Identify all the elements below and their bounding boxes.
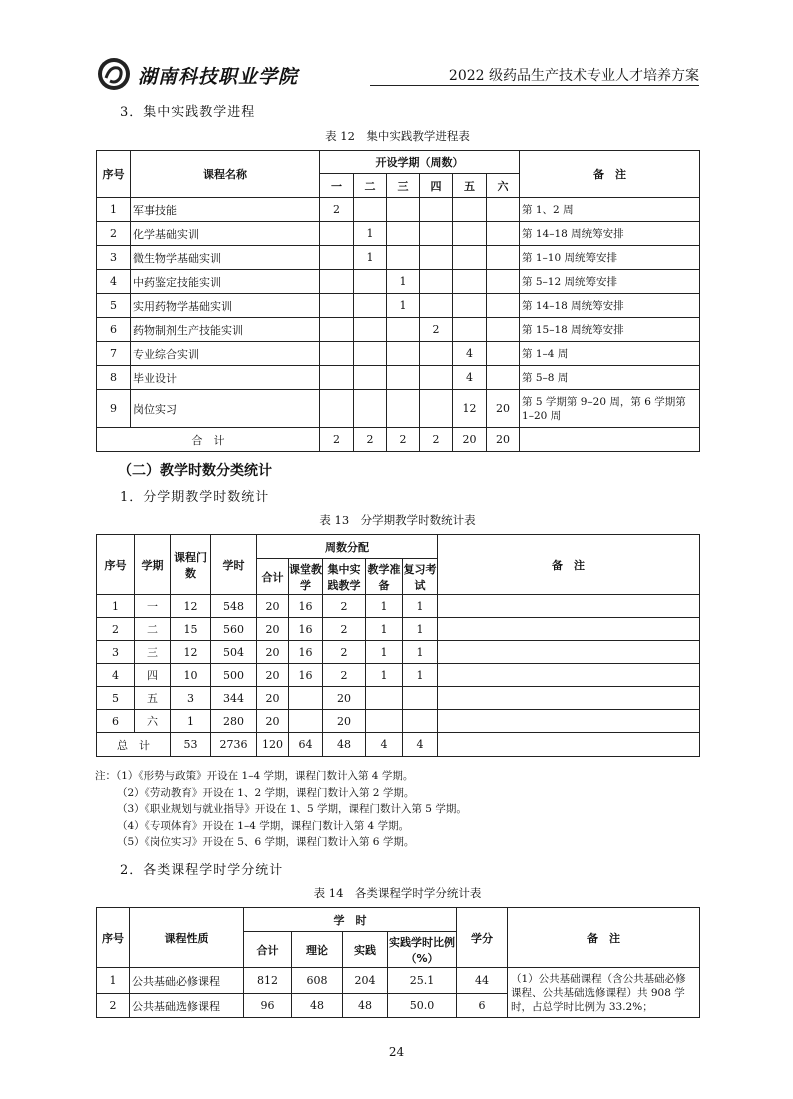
cell-practice: 20 bbox=[323, 710, 366, 733]
cell-total: 96 bbox=[244, 994, 292, 1018]
note-item: （4）《专项体育》开设在 1–4 学期，课程门数计入第 4 学期。 bbox=[117, 819, 410, 832]
cell-no: 5 bbox=[97, 294, 131, 318]
cell-note: 第 5 学期第 9–20 周，第 6 学期第 1–20 周 bbox=[520, 390, 700, 428]
semester-header: 五 bbox=[453, 174, 487, 198]
cell-hours: 504 bbox=[211, 641, 257, 664]
col-header-note: 备 注 bbox=[438, 535, 700, 595]
cell-note: 第 5–12 周统筹安排 bbox=[520, 270, 700, 294]
cell-review: 1 bbox=[403, 664, 438, 687]
cell-no: 3 bbox=[97, 641, 135, 664]
cell-weeks bbox=[387, 198, 420, 222]
cell-total: 20 bbox=[257, 664, 289, 687]
cell-note: 第 1–4 周 bbox=[520, 342, 700, 366]
cell-note: （1）公共基础课程（含公共基础必修课程、公共基础选修课程）共 908 学时，占总学时比例为 33.2%； bbox=[508, 968, 700, 1018]
total-cell: 20 bbox=[487, 428, 520, 452]
col-header-type: 课程性质 bbox=[130, 908, 244, 968]
cell-weeks bbox=[320, 246, 354, 270]
total-cell: 2 bbox=[420, 428, 453, 452]
cell-weeks: 4 bbox=[453, 342, 487, 366]
cell-weeks bbox=[387, 342, 420, 366]
cell-courses: 12 bbox=[171, 641, 211, 664]
cell-course-name: 岗位实习 bbox=[131, 390, 320, 428]
cell-review: 1 bbox=[403, 618, 438, 641]
cell-no: 1 bbox=[97, 198, 131, 222]
cell-note: 第 1、2 周 bbox=[520, 198, 700, 222]
cell-review bbox=[403, 710, 438, 733]
cell-weeks bbox=[354, 342, 387, 366]
col-header-total: 合计 bbox=[257, 559, 289, 595]
table-row bbox=[97, 318, 700, 342]
cell-no: 2 bbox=[97, 618, 135, 641]
cell-note bbox=[438, 687, 700, 710]
cell-course-name: 军事技能 bbox=[131, 198, 320, 222]
note-item: （5）《岗位实习》开设在 5、6 学期，课程门数计入第 6 学期。 bbox=[117, 836, 415, 848]
cell-weeks: 1 bbox=[387, 270, 420, 294]
cell-note: 第 14–18 周统筹安排 bbox=[520, 222, 700, 246]
cell-weeks bbox=[453, 246, 487, 270]
cell-prep bbox=[366, 687, 403, 710]
cell-note bbox=[438, 664, 700, 687]
cell-note: 第 5–8 周 bbox=[520, 366, 700, 390]
cell-no: 1 bbox=[97, 968, 130, 994]
cell-weeks bbox=[320, 342, 354, 366]
cell-weeks: 2 bbox=[320, 198, 354, 222]
cell-course-name: 专业综合实训 bbox=[131, 342, 320, 366]
semester-header: 六 bbox=[487, 174, 520, 198]
table-row bbox=[97, 270, 700, 294]
notes-lead: 注： bbox=[95, 770, 116, 782]
cell-total: 20 bbox=[257, 687, 289, 710]
col-header-hours: 学 时 bbox=[244, 908, 457, 932]
cell-no: 2 bbox=[97, 994, 130, 1018]
cell-class: 16 bbox=[289, 595, 323, 618]
cell-course-name: 毕业设计 bbox=[131, 366, 320, 390]
cell-hours: 500 bbox=[211, 664, 257, 687]
cell-weeks bbox=[387, 390, 420, 428]
total-cell: 64 bbox=[289, 733, 323, 757]
table-row bbox=[97, 618, 700, 641]
cell-weeks bbox=[387, 366, 420, 390]
cell-weeks: 1 bbox=[387, 294, 420, 318]
cell-weeks bbox=[487, 246, 520, 270]
cell-weeks bbox=[487, 294, 520, 318]
total-cell: 120 bbox=[257, 733, 289, 757]
table-caption: 表 14 各类课程学时学分统计表 bbox=[313, 886, 482, 900]
cell-weeks bbox=[487, 198, 520, 222]
cell-weeks bbox=[354, 270, 387, 294]
cell-weeks bbox=[420, 366, 453, 390]
cell-courses: 12 bbox=[171, 595, 211, 618]
cell-type: 公共基础必修课程 bbox=[130, 968, 244, 994]
cell-courses: 3 bbox=[171, 687, 211, 710]
col-header-semesters: 开设学期（周数） bbox=[320, 151, 520, 174]
cell-total: 20 bbox=[257, 710, 289, 733]
cell-theory: 608 bbox=[292, 968, 343, 994]
cell-no: 4 bbox=[97, 664, 135, 687]
cell-no: 4 bbox=[97, 270, 131, 294]
col-header-total: 合计 bbox=[244, 932, 292, 968]
page-header bbox=[96, 56, 699, 88]
cell-ratio: 25.1 bbox=[388, 968, 457, 994]
cell-practice: 48 bbox=[343, 994, 388, 1018]
col-header-name: 课程名称 bbox=[131, 151, 320, 198]
col-header-class: 课堂教学 bbox=[289, 559, 323, 595]
cell-no: 9 bbox=[97, 390, 131, 428]
cell-no: 5 bbox=[97, 687, 135, 710]
cell-weeks bbox=[387, 318, 420, 342]
semester-header: 一 bbox=[320, 174, 354, 198]
cell-weeks bbox=[387, 246, 420, 270]
cell-prep: 1 bbox=[366, 664, 403, 687]
note-item: （2）《劳动教育》开设在 1、2 学期，课程门数计入第 2 学期。 bbox=[117, 786, 415, 799]
cell-type: 公共基础选修课程 bbox=[130, 994, 244, 1018]
cell-weeks bbox=[487, 366, 520, 390]
cell-no: 1 bbox=[97, 595, 135, 618]
cell-weeks bbox=[453, 198, 487, 222]
col-header-no: 序号 bbox=[97, 908, 130, 968]
cell-weeks bbox=[420, 198, 453, 222]
section-heading: 3．集中实践教学进程 bbox=[120, 105, 256, 120]
cell-practice: 204 bbox=[343, 968, 388, 994]
cell-course-name: 中药鉴定技能实训 bbox=[131, 270, 320, 294]
cell-hours: 548 bbox=[211, 595, 257, 618]
cell-class bbox=[289, 687, 323, 710]
cell-weeks bbox=[354, 294, 387, 318]
school-name: 湖南科技职业学院 bbox=[138, 66, 299, 88]
cell-note bbox=[438, 618, 700, 641]
cell-weeks bbox=[487, 270, 520, 294]
table-row bbox=[97, 222, 700, 246]
cell-total: 812 bbox=[244, 968, 292, 994]
cell-term: 一 bbox=[135, 595, 171, 618]
cell-weeks: 1 bbox=[354, 222, 387, 246]
col-header-term: 学期 bbox=[135, 535, 171, 595]
col-header-courses: 课程门数 bbox=[171, 535, 211, 595]
cell-prep bbox=[366, 710, 403, 733]
cell-weeks bbox=[320, 294, 354, 318]
cell-practice: 2 bbox=[323, 664, 366, 687]
cell-weeks bbox=[354, 198, 387, 222]
col-header-no: 序号 bbox=[97, 151, 131, 198]
total-cell: 2 bbox=[354, 428, 387, 452]
cell-course-name: 实用药物学基础实训 bbox=[131, 294, 320, 318]
cell-weeks bbox=[420, 342, 453, 366]
cell-weeks bbox=[320, 390, 354, 428]
cell-practice: 20 bbox=[323, 687, 366, 710]
col-header-prep: 教学准备 bbox=[366, 559, 403, 595]
total-note bbox=[438, 733, 700, 757]
col-header-theory: 理论 bbox=[292, 932, 343, 968]
school-seal-icon bbox=[96, 56, 132, 92]
cell-class bbox=[289, 710, 323, 733]
total-note bbox=[520, 428, 700, 452]
cell-practice: 2 bbox=[323, 641, 366, 664]
cell-weeks bbox=[420, 270, 453, 294]
course-hours-credits-table bbox=[96, 907, 700, 1018]
page-number: 24 bbox=[388, 1045, 405, 1059]
total-cell: 20 bbox=[453, 428, 487, 452]
cell-hours: 560 bbox=[211, 618, 257, 641]
col-header-hours: 学时 bbox=[211, 535, 257, 595]
cell-weeks bbox=[320, 318, 354, 342]
col-header-practice: 集中实践教学 bbox=[323, 559, 366, 595]
cell-weeks bbox=[320, 270, 354, 294]
cell-prep: 1 bbox=[366, 641, 403, 664]
total-cell: 2736 bbox=[211, 733, 257, 757]
cell-course-name: 药物制剂生产技能实训 bbox=[131, 318, 320, 342]
col-header-weeks: 周数分配 bbox=[257, 535, 438, 559]
cell-review: 1 bbox=[403, 641, 438, 664]
col-header-credit: 学分 bbox=[457, 908, 508, 968]
cell-note bbox=[438, 710, 700, 733]
table-caption: 表 12 集中实践教学进程表 bbox=[325, 129, 470, 143]
table-row bbox=[97, 968, 700, 994]
cell-credit: 6 bbox=[457, 994, 508, 1018]
col-header-practice: 实践 bbox=[343, 932, 388, 968]
cell-note bbox=[438, 595, 700, 618]
table-row bbox=[97, 641, 700, 664]
table-total-row bbox=[97, 733, 700, 757]
cell-weeks bbox=[420, 390, 453, 428]
cell-weeks: 4 bbox=[453, 366, 487, 390]
cell-no: 3 bbox=[97, 246, 131, 270]
cell-class: 16 bbox=[289, 664, 323, 687]
practice-schedule-table bbox=[96, 150, 700, 452]
total-cell: 4 bbox=[403, 733, 438, 757]
cell-no: 7 bbox=[97, 342, 131, 366]
cell-weeks bbox=[387, 222, 420, 246]
table-row bbox=[97, 246, 700, 270]
table-row bbox=[97, 366, 700, 390]
col-header-note: 备 注 bbox=[508, 908, 700, 968]
cell-courses: 10 bbox=[171, 664, 211, 687]
cell-practice: 2 bbox=[323, 618, 366, 641]
total-cell: 53 bbox=[171, 733, 211, 757]
table-caption: 表 13 分学期教学时数统计表 bbox=[319, 513, 476, 527]
cell-weeks: 1 bbox=[354, 246, 387, 270]
cell-review bbox=[403, 687, 438, 710]
cell-weeks: 12 bbox=[453, 390, 487, 428]
total-cell: 2 bbox=[320, 428, 354, 452]
cell-weeks bbox=[487, 342, 520, 366]
table-row bbox=[97, 198, 700, 222]
cell-weeks bbox=[420, 222, 453, 246]
cell-review: 1 bbox=[403, 595, 438, 618]
cell-term: 三 bbox=[135, 641, 171, 664]
table-row bbox=[97, 710, 700, 733]
total-label: 总 计 bbox=[97, 733, 171, 757]
cell-weeks bbox=[487, 318, 520, 342]
col-header-note: 备 注 bbox=[520, 151, 700, 198]
cell-weeks: 20 bbox=[487, 390, 520, 428]
cell-weeks bbox=[453, 222, 487, 246]
cell-credit: 44 bbox=[457, 968, 508, 994]
table-row bbox=[97, 687, 700, 710]
cell-weeks: 2 bbox=[420, 318, 453, 342]
cell-class: 16 bbox=[289, 618, 323, 641]
total-cell: 48 bbox=[323, 733, 366, 757]
semester-header: 三 bbox=[387, 174, 420, 198]
table-row bbox=[97, 390, 700, 428]
cell-prep: 1 bbox=[366, 618, 403, 641]
term-hours-table bbox=[96, 534, 700, 757]
cell-weeks bbox=[487, 222, 520, 246]
cell-weeks bbox=[354, 366, 387, 390]
cell-total: 20 bbox=[257, 595, 289, 618]
table-total-row bbox=[97, 428, 700, 452]
cell-total: 20 bbox=[257, 618, 289, 641]
col-header-review: 复习考试 bbox=[403, 559, 438, 595]
cell-term: 四 bbox=[135, 664, 171, 687]
cell-courses: 1 bbox=[171, 710, 211, 733]
cell-term: 五 bbox=[135, 687, 171, 710]
cell-total: 20 bbox=[257, 641, 289, 664]
col-header-no: 序号 bbox=[97, 535, 135, 595]
cell-term: 二 bbox=[135, 618, 171, 641]
cell-weeks bbox=[354, 390, 387, 428]
cell-no: 8 bbox=[97, 366, 131, 390]
cell-ratio: 50.0 bbox=[388, 994, 457, 1018]
cell-course-name: 微生物学基础实训 bbox=[131, 246, 320, 270]
cell-practice: 2 bbox=[323, 595, 366, 618]
cell-hours: 344 bbox=[211, 687, 257, 710]
note-item: （3）《职业规划与就业指导》开设在 1、5 学期，课程门数计入第 5 学期。 bbox=[117, 803, 467, 815]
cell-weeks bbox=[453, 318, 487, 342]
table-row bbox=[97, 595, 700, 618]
total-cell: 4 bbox=[366, 733, 403, 757]
cell-note: 第 15–18 周统筹安排 bbox=[520, 318, 700, 342]
semester-header: 二 bbox=[354, 174, 387, 198]
cell-weeks bbox=[453, 270, 487, 294]
semester-header: 四 bbox=[420, 174, 453, 198]
table-row bbox=[97, 664, 700, 687]
cell-weeks bbox=[420, 294, 453, 318]
cell-no: 2 bbox=[97, 222, 131, 246]
cell-weeks bbox=[320, 222, 354, 246]
cell-weeks bbox=[420, 246, 453, 270]
cell-no: 6 bbox=[97, 710, 135, 733]
note-item: （1）《形势与政策》开设在 1–4 学期，课程门数计入第 4 学期。 bbox=[116, 770, 414, 782]
col-header-ratio: 实践学时比例（%） bbox=[388, 932, 457, 968]
cell-hours: 280 bbox=[211, 710, 257, 733]
header-rule bbox=[370, 85, 699, 86]
cell-note: 第 1–10 周统筹安排 bbox=[520, 246, 700, 270]
cell-no: 6 bbox=[97, 318, 131, 342]
cell-term: 六 bbox=[135, 710, 171, 733]
cell-prep: 1 bbox=[366, 595, 403, 618]
table-notes bbox=[95, 768, 467, 851]
cell-note bbox=[438, 641, 700, 664]
section-heading: （二）教学时数分类统计 bbox=[118, 463, 272, 479]
cell-course-name: 化学基础实训 bbox=[131, 222, 320, 246]
cell-class: 16 bbox=[289, 641, 323, 664]
total-label: 合 计 bbox=[97, 428, 320, 452]
cell-theory: 48 bbox=[292, 994, 343, 1018]
total-cell: 2 bbox=[387, 428, 420, 452]
cell-weeks bbox=[354, 318, 387, 342]
cell-courses: 15 bbox=[171, 618, 211, 641]
section-heading: 1．分学期教学时数统计 bbox=[120, 490, 270, 505]
table-row bbox=[97, 342, 700, 366]
table-row bbox=[97, 294, 700, 318]
cell-weeks bbox=[453, 294, 487, 318]
section-heading: 2．各类课程学时学分统计 bbox=[120, 863, 284, 878]
cell-note: 第 14–18 周统筹安排 bbox=[520, 294, 700, 318]
cell-weeks bbox=[320, 366, 354, 390]
document-title: 2022 级药品生产技术专业人才培养方案 bbox=[448, 68, 699, 84]
